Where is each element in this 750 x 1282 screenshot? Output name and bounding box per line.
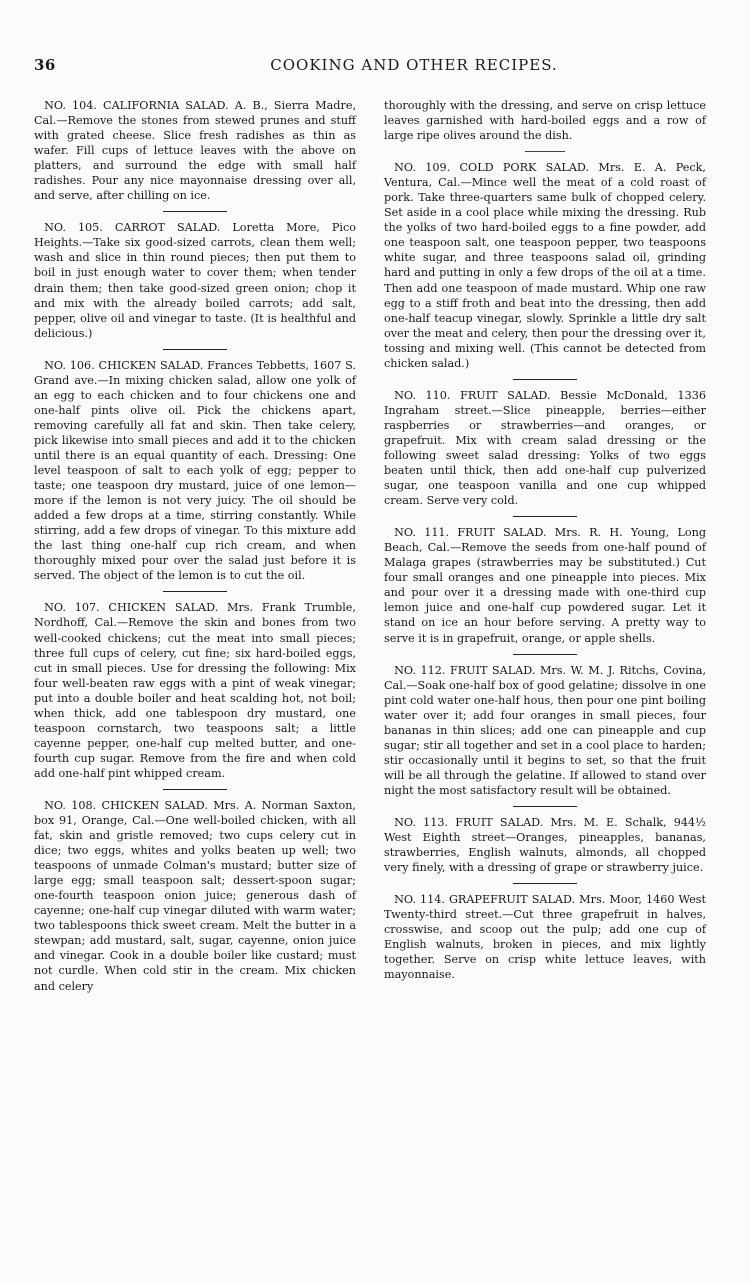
separator-rule bbox=[163, 591, 227, 592]
recipe-107 bbox=[34, 600, 356, 781]
recipe-text: NO. 114. GRAPEFRUIT SALAD. Mrs. Moor, 1460 West Twenty-third street.—Cut three grapefruit in halves, crosswise, and scoop out the pulp; add one cup of English walnuts, broken in pieces, and mix lightly together. Serve on crisp white lettuce leaves, with mayonnaise. bbox=[384, 893, 706, 982]
separator-rule bbox=[163, 349, 227, 350]
recipe-text: NO. 113. FRUIT SALAD. Mrs. M. E. Schalk, 944½ West Eighth street—Oranges, pineapples, bananas, strawberries, English walnuts, almonds, all chopped very finely, with a dressing of grape or strawberry juice. bbox=[384, 815, 706, 875]
recipe-109 bbox=[384, 160, 706, 371]
page-number: 36 bbox=[34, 56, 56, 74]
recipe-text: NO. 104. CALIFORNIA SALAD. A. B., Sierra Madre, Cal.—Remove the stones from stewed prunes and stuff with grated cheese. Slice fresh radishes as thin as wafer. Fill cups of lettuce leaves with the above on platters, and surround the edge with small half radishes. Pour any nice mayonnaise dressing over all, and serve, after chilling on ice. bbox=[34, 99, 356, 203]
separator-rule bbox=[513, 654, 577, 655]
left-column bbox=[34, 98, 356, 1002]
recipe-text: NO. 110. FRUIT SALAD. Bessie McDonald, 1336 Ingraham street.—Slice pineapple, berries—either raspberries or strawberries—and oranges, or grapefruit. Mix with cream salad dressing or the following sweet salad dressing: Yolks of two eggs beaten until thick, then add one-half cup pulverized sugar, one teaspoon vanilla and one cup whipped cream. Serve very cold. bbox=[384, 388, 706, 508]
separator-rule bbox=[163, 789, 227, 790]
recipe-text: NO. 106. CHICKEN SALAD. Frances Tebbetts, 1607 S. Grand ave.—In mixing chicken salad, allow one yolk of an egg to each chicken and to four chickens one and one-half pints olive oil. Pick the chickens apart, removing carefully all fat and skin. Then take celery, pick likewise into small pieces and add it to the chicken until there is an equal quantity of each. Dressing: One level teaspoon of salt to each yolk of egg; pepper to taste; one teaspoon dry mustard, juice of one lemon—more if the lemon is not very juicy. The oil should be added a few drops at a time, stirring constantly. While stirring, add a few drops of vinegar. To this mixture add the last thing one-half cup rich cream, and when thoroughly mixed pour over the salad just before it is served. The object of the lemon is to cut the oil. bbox=[34, 358, 356, 583]
running-title: COOKING AND OTHER RECIPES. bbox=[270, 56, 558, 74]
recipe-114 bbox=[384, 892, 706, 982]
separator-rule bbox=[513, 379, 577, 380]
recipe-text: NO. 105. CARROT SALAD. Loretta More, Pico Heights.—Take six good-sized carrots, clean them well; wash and slice in thin round pieces; then put them to boil in just enough water to cover them; when tender drain them; then take good-sized green onion; chop it and mix with the already boiled carrots; add salt, pepper, olive oil and vinegar to taste. (It is healthful and delicious.) bbox=[34, 221, 356, 340]
page-header bbox=[34, 56, 724, 80]
separator-rule bbox=[513, 516, 577, 517]
recipe-112 bbox=[384, 663, 706, 798]
recipe-text: NO. 111. FRUIT SALAD. Mrs. R. H. Young, Long Beach, Cal.—Remove the seeds from one-half pound of Malaga grapes (strawberries may be substituted.) Cut four small oranges and one pineapple into pieces. Mix and pour over it a dressing made with one-third cup lemon juice and one-half cup powdered sugar. Let it stand on ice an hour before serving. A pretty way to serve it is in grapefruit, orange, or apple shells. bbox=[384, 526, 706, 645]
recipe-108-continued bbox=[384, 98, 706, 143]
recipe-105 bbox=[34, 220, 356, 340]
recipe-text: NO. 107. CHICKEN SALAD. Mrs. Frank Trumble, Nordhoff, Cal.—Remove the skin and bones from two well-cooked chickens; cut the meat into small pieces; three full cups of celery, cut fine; six hard-boiled eggs, cut in small pieces. Use for dressing the following: Mix four well-beaten raw eggs with a pint of weak vinegar; put into a double boiler and heat scalding hot, not boil; when thick, add one tablespoon dry mustard, one teaspoon cornstarch, two teaspoons salt; a little cayenne pepper, one-half cup melted butter, and one-fourth cup sugar. Remove from the fire and when cold add one-half pint whipped cream. bbox=[34, 601, 356, 780]
recipe-106 bbox=[34, 358, 356, 584]
recipe-113 bbox=[384, 815, 706, 875]
separator-rule bbox=[513, 806, 577, 807]
recipe-110 bbox=[384, 388, 706, 508]
recipe-text: NO. 112. FRUIT SALAD. Mrs. W. M. J. Ritchs, Covina, Cal.—Soak one-half box of good gelatine; dissolve in one pint cold water one-half hous, then pour one pint boiling water over it; add four oranges in small pieces, four bananas in thin slices; add one can pineapple and cup sugar; stir all together and set in a cool place to harden; stir occasionally until it begins to set, so that the fruit will be all through the gelatine. If allowed to stand over night the most satisfactory result will be obtained. bbox=[384, 663, 706, 797]
separator-rule bbox=[163, 211, 227, 212]
right-column bbox=[384, 98, 706, 990]
separator-rule bbox=[525, 151, 565, 152]
recipe-108 bbox=[34, 798, 356, 994]
recipe-104 bbox=[34, 98, 356, 203]
separator-rule bbox=[513, 883, 577, 884]
recipe-text: NO. 109. COLD PORK SALAD. Mrs. E. A. Peck, Ventura, Cal.—Mince well the meat of a cold roast of pork. Take three-quarters same bulk of chopped celery. Set aside in a cool place while mixing the dressing. Rub the yolks of two hard-boiled eggs to a fine powder, add one teaspoon salt, one teaspoon pepper, two teaspoons white sugar, and three teaspoons salad oil, grinding hard and putting in only a few drops of the oil at a time. Then add one teaspoon of made mustard. Whip one raw egg to a stiff froth and beat into the dressing, then add one-half teacup vinegar, slowly. Sprinkle a little dry salt over the meat and celery, then pour the dressing over it, tossing and mixing well. (This cannot be detected from chicken salad.) bbox=[384, 161, 706, 370]
recipe-text: thoroughly with the dressing, and serve on crisp lettuce leaves garnished with hard-boiled eggs and a row of large ripe olives around the dish. bbox=[384, 99, 706, 143]
recipe-111 bbox=[384, 525, 706, 645]
recipe-text: NO. 108. CHICKEN SALAD. Mrs. A. Norman Saxton, box 91, Orange, Cal.—One well-boiled chicken, with all fat, skin and gristle removed; two cups celery cut in dice; two eggs, whites and yolks beaten up well; two teaspoons of unmade Colman's mustard; butter size of large egg; small teaspoon salt; dessert-spoon sugar; one-fourth teaspoon onion juice; generous dash of cayenne; one-half cup vinegar diluted with warm water; two tablespoons thick sweet cream. Melt the butter in a stewpan; add mustard, salt, sugar, cayenne, onion juice and vinegar. Cook in a double boiler like custard; must not curdle. When cold stir in the cream. Mix chicken and celery bbox=[34, 798, 356, 993]
